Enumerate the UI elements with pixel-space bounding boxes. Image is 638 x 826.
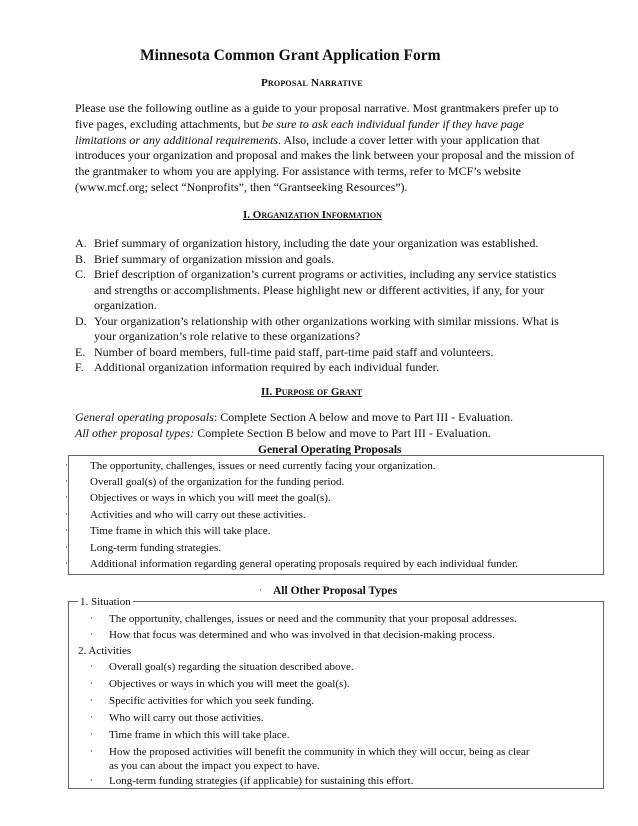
proposal-type-instructions [75, 410, 575, 441]
item-text: Number of board members, full-time paid staff, part-time paid staff and volunteers. [94, 344, 494, 359]
bullet-icon: · [65, 509, 68, 519]
list-item [75, 267, 575, 314]
activities-heading: 2. Activities [78, 645, 132, 657]
item-text: Time frame in which this will take place. [109, 729, 290, 741]
item-text: Objectives or ways in which you will meet the goal(s). [90, 492, 331, 504]
item-text: Brief description of organization’s current programs or activities, including any service statistics and strengths or accomplishments. Please highlight new or different activities, if any, for your organization. [94, 267, 557, 312]
list-item [75, 360, 575, 376]
bullet-icon: · [65, 525, 68, 535]
item-text: Time frame in which this will take place. [90, 525, 271, 537]
page-title: Minnesota Common Grant Application Form [140, 47, 441, 64]
item-letter: C. [75, 267, 87, 281]
item-text: Who will carry out those activities. [109, 712, 264, 724]
bullet-icon: · [90, 695, 93, 705]
box2-title-bullet: · [259, 585, 262, 595]
bullet-icon: · [90, 629, 93, 639]
item-text: Long-term funding strategies (if applicable) for sustaining this effort. [109, 775, 414, 787]
item-text: Specific activities for which you seek funding. [109, 695, 314, 707]
item-text: as you can about the impact you expect to have. [109, 760, 320, 772]
general-operating-label: General operating proposals [75, 410, 214, 424]
item-text: Brief summary of organization mission and goals. [94, 251, 335, 266]
bullet-icon: · [90, 678, 93, 688]
box1-title: General Operating Proposals [258, 444, 402, 456]
list-item [75, 314, 575, 345]
item-letter: A. [75, 236, 87, 250]
other-types-text: Complete Section B below and move to Part III - Evaluation. [194, 425, 491, 440]
item-letter: B. [75, 251, 87, 266]
item-letter: E. [75, 344, 86, 359]
bullet-icon: · [65, 460, 68, 470]
general-operating-box [65, 455, 604, 575]
organization-info-list [75, 236, 575, 376]
intro-part1: Please use the following outline as a guide to your proposal narrative. Most grantmakers prefer up to five pages, excluding attachments, but [75, 101, 559, 131]
bullet-icon: · [65, 542, 68, 552]
bullet-icon: · [90, 712, 93, 722]
item-text: How that focus was determined and who was involved in that decision-making process. [109, 629, 495, 641]
item-text: Long-term funding strategies. [90, 542, 222, 554]
other-types-line [75, 426, 575, 442]
bullet-icon: · [90, 613, 93, 623]
box2-title: All Other Proposal Types [273, 585, 398, 597]
item-text: Brief summary of organization history, including the date your organization was established. [94, 236, 539, 250]
general-operating-line [75, 410, 575, 426]
item-text: Additional information regarding general operating proposals required by each individual funder. [90, 558, 518, 570]
item-text: Additional organization information required by each individual funder. [94, 360, 440, 374]
bullet-icon: · [65, 476, 68, 486]
general-operating-text: : Complete Section A below and move to Part III - Evaluation. [213, 410, 514, 424]
item-text: Your organization’s relationship with other organizations working with similar missions. What is your organization’s role relative to these organizations? [94, 313, 559, 343]
situation-heading: 1. Situation [80, 596, 131, 608]
intro-part2: Also, include a cover letter with your application that introduces your organization and proposal and makes the link between your proposal and the mission of the grantmaker to whom you are applying. For assistance with terms, refer to MCF’s website (www.mcf.org; select “Nonprofits”, then “Grantseeking Resources”). [75, 132, 575, 194]
bullet-icon: · [90, 746, 93, 756]
list-item [75, 236, 575, 252]
item-text: Overall goal(s) regarding the situation described above. [109, 661, 354, 673]
item-text: Activities and who will carry out these activities. [90, 509, 306, 521]
bullet-icon: · [90, 729, 93, 739]
bullet-icon: · [90, 661, 93, 671]
item-text: Overall goal(s) of the organization for the funding period. [90, 476, 345, 488]
section2-heading: II. Purpose of Grant [261, 386, 363, 398]
item-letter: D. [75, 313, 87, 328]
item-letter: F. [75, 360, 84, 374]
intro-paragraph [75, 101, 575, 196]
intro-italic: be sure to ask each individual funder if they have page limitations or any additional requirements. [75, 116, 525, 147]
other-types-label: All other proposal types: [75, 425, 195, 440]
list-item [75, 252, 575, 268]
page-subtitle: Proposal Narrative [261, 77, 363, 89]
bullet-icon: · [65, 558, 68, 568]
item-text: Objectives or ways in which you will meet the goal(s). [109, 678, 350, 690]
bullet-icon: · [90, 775, 93, 785]
list-item [75, 345, 575, 361]
item-text: How the proposed activities will benefit the community in which they will occur, being as clear [109, 746, 530, 758]
item-text: The opportunity, challenges, issues or need currently facing your organization. [90, 460, 436, 472]
bullet-icon: · [65, 492, 68, 502]
other-proposal-content [68, 601, 602, 787]
section1-heading: I. Organization Information [243, 209, 382, 221]
item-text: The opportunity, challenges, issues or need and the community that your proposal addresses. [109, 613, 517, 625]
